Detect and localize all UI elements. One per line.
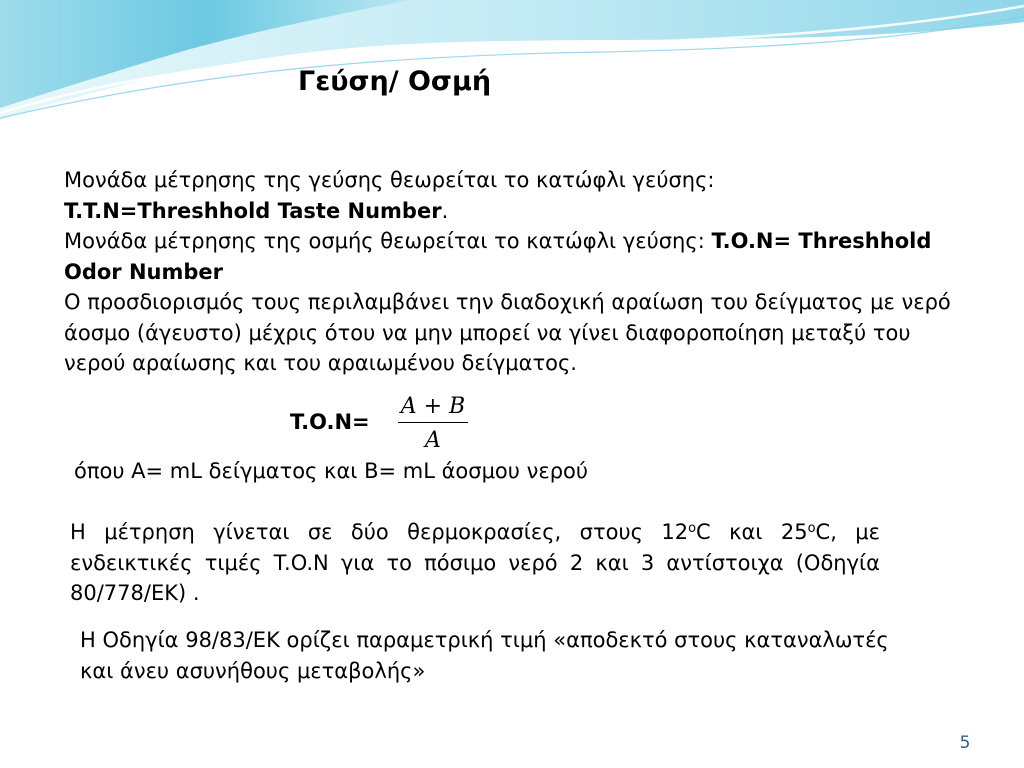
taste-unit-paragraph	[64, 165, 959, 226]
ton-formula	[290, 393, 490, 459]
odor-intro-text: Μονάδα μέτρησης της οσμής θεωρείται το κατώφλι γεύσης:	[64, 229, 712, 253]
measurement-text-3: C, με ενδεικτικές τιμές T.O.N για το πόσιμο νερό 2 και 3 αντίστοιχα (Οδηγία 80/778/ΕΚ) .	[70, 520, 881, 605]
formula-fraction	[398, 393, 468, 456]
degree-superscript-2: ο	[807, 521, 816, 536]
variables-definition: όπου A= mL δείγματος και B= mL άοσμου νερού	[74, 459, 589, 483]
formula-numerator: A + B	[400, 394, 466, 419]
page-number: 5	[959, 733, 971, 753]
slide-title: Γεύση/ Οσμή	[298, 66, 492, 97]
fraction-bar	[398, 422, 468, 423]
header-wave-decoration	[0, 0, 1024, 130]
taste-intro-text: Μονάδα μέτρησης της γεύσης θεωρείται το κατώφλι γεύσης:	[64, 168, 715, 192]
ton-term: T.O.N= Threshhold Odor Number	[64, 229, 932, 284]
ttn-period: .	[441, 198, 449, 223]
degree-superscript-1: ο	[688, 521, 697, 536]
procedure-paragraph: Ο προσδιορισμός τους περιλαμβάνει την διαδοχική αραίωση του δείγματος με νερό άοσμο (άγευστο) μέχρις ότου να μην μπορεί να γίνει διαφοροποίηση μεταξύ του νερού αραίωσης και του αραιωμένου δείγματος.	[64, 290, 951, 375]
ttn-term: T.T.N=Threshhold Taste Number	[64, 198, 442, 223]
formula-label: T.O.N=	[290, 410, 370, 434]
main-text-block	[64, 165, 959, 379]
measurement-text-1: Η μέτρηση γίνεται σε δύο θερμοκρασίες, στους 12	[70, 520, 689, 544]
directive-paragraph: Η Οδηγία 98/83/ΕΚ ορίζει παραμετρική τιμή «αποδεκτό στους καταναλωτές και άνευ ασυνήθους μεταβολής»	[80, 628, 889, 683]
measurement-text-2: C και 25	[696, 520, 808, 544]
measurement-paragraph	[70, 517, 880, 609]
odor-unit-paragraph	[64, 226, 959, 287]
formula-denominator: A	[425, 428, 441, 453]
